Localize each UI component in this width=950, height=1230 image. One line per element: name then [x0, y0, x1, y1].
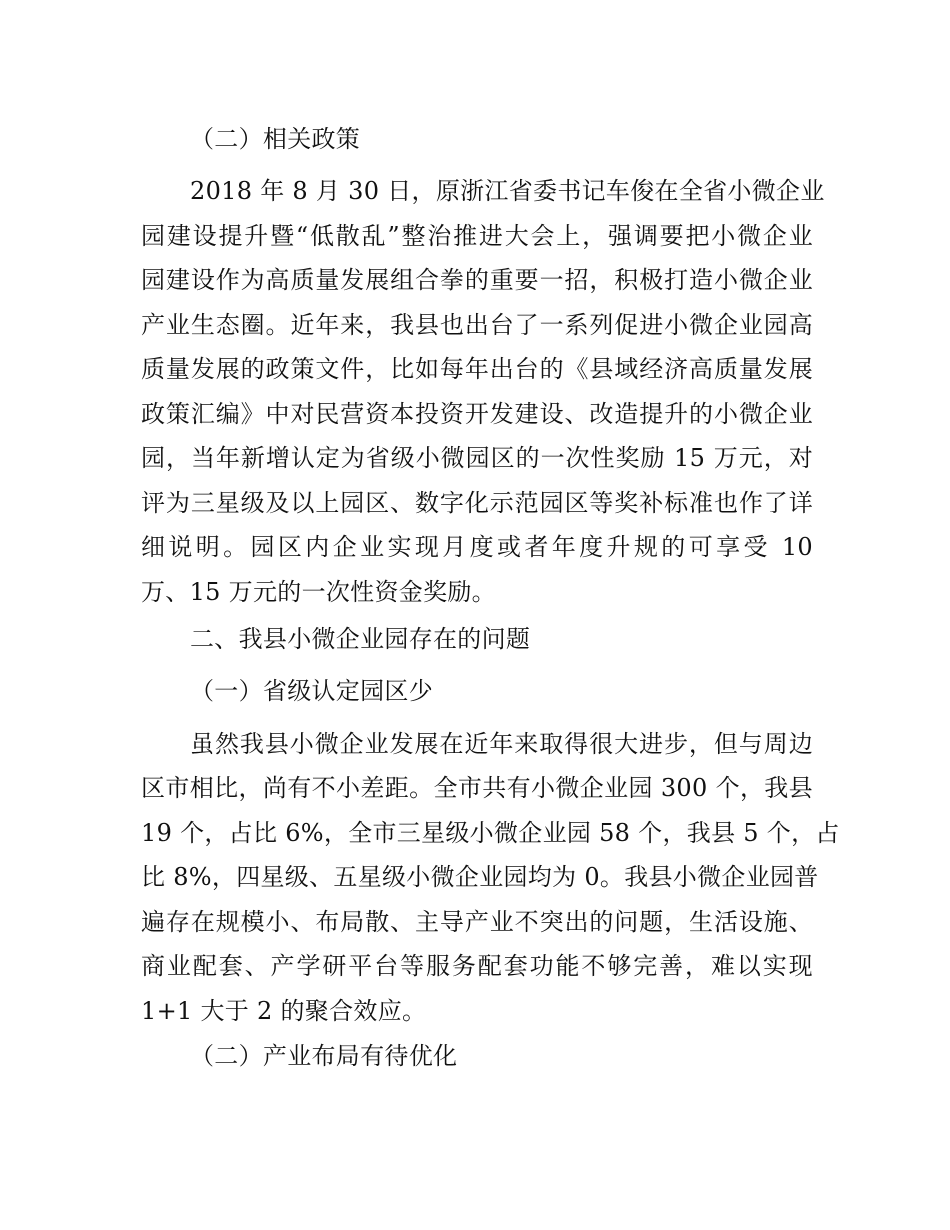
paragraph-line: 评为三星级及以上园区、数字化示范园区等奖补标准也作了详: [141, 489, 813, 517]
paragraph-line: 遍存在规模小、布局散、主导产业不突出的问题，生活设施、: [141, 908, 813, 936]
subheading-related-policy: （二）相关政策: [190, 125, 361, 153]
paragraph-line: 园建设提升暨“低散乱”整治推进大会上，强调要把小微企业: [141, 222, 813, 250]
subheading-few-parks: （一）省级认定园区少: [190, 677, 433, 705]
paragraph-line: 产业生态圈。近年来，我县也出台了一系列促进小微企业园高: [141, 311, 813, 339]
paragraph-line: 园，当年新增认定为省级小微园区的一次性奖励 15 万元，对: [141, 444, 813, 472]
paragraph-line: 1+1 大于 2 的聚合效应。: [141, 997, 427, 1025]
paragraph-line: 园建设作为高质量发展组合拳的重要一招，积极打造小微企业: [141, 266, 813, 294]
paragraph-line: 政策汇编》中对民营资本投资开发建设、改造提升的小微企业: [141, 400, 813, 428]
paragraph-line: 2018 年 8 月 30 日，原浙江省委书记车俊在全省小微企业: [190, 177, 825, 205]
paragraph-line: 19 个，占比 6%，全市三星级小微企业园 58 个，我县 5 个，占: [141, 819, 840, 847]
paragraph-line: 虽然我县小微企业发展在近年来取得很大进步，但与周边: [190, 730, 813, 758]
paragraph-line: 万、15 万元的一次性资金奖励。: [141, 578, 496, 606]
paragraph-line: 商业配套、产学研平台等服务配套功能不够完善，难以实现: [141, 952, 813, 980]
section-two-title: 二、我县小微企业园存在的问题: [190, 625, 531, 653]
paragraph-line: 区市相比，尚有不小差距。全市共有小微企业园 300 个，我县: [141, 774, 813, 802]
subheading-industry-layout: （二）产业布局有待优化: [190, 1042, 458, 1070]
paragraph-line: 细说明。园区内企业实现月度或者年度升规的可享受 10: [141, 533, 813, 561]
paragraph-line: 质量发展的政策文件，比如每年出台的《县域经济高质量发展: [141, 355, 813, 383]
paragraph-line: 比 8%，四星级、五星级小微企业园均为 0。我县小微企业园普: [141, 863, 819, 891]
